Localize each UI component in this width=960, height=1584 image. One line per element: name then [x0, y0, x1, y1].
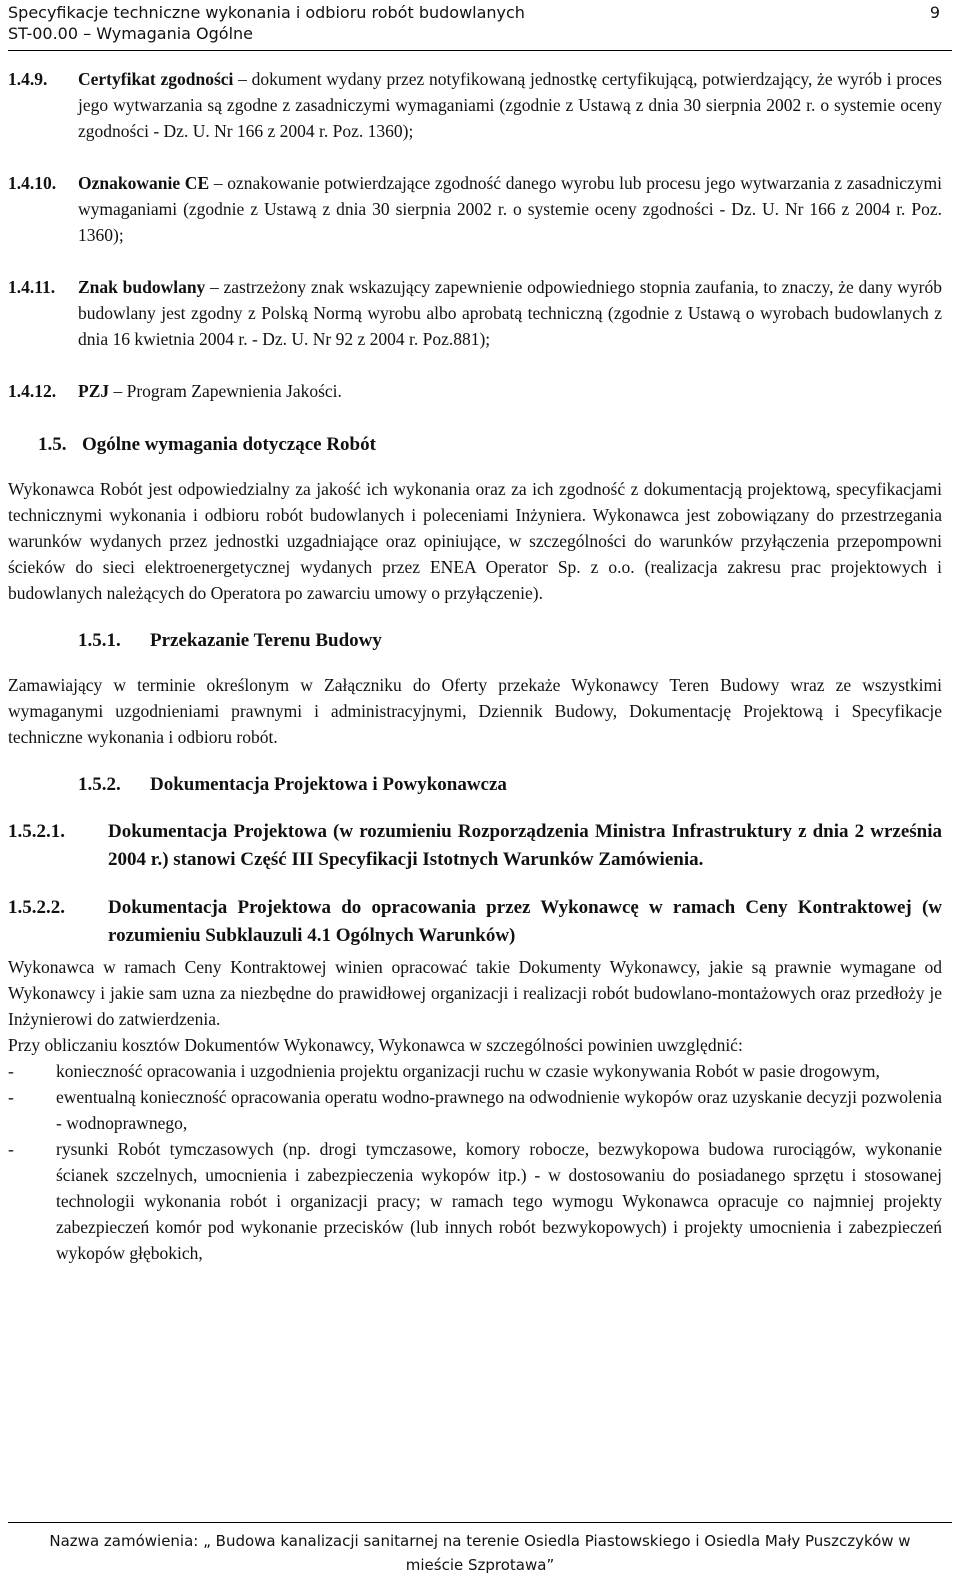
section-number: 1.5.2.1. — [8, 821, 65, 842]
list-item — [8, 1058, 942, 1084]
section-heading-1-5-1 — [8, 628, 942, 654]
section-heading-1-5 — [8, 432, 942, 458]
page-footer — [8, 1522, 952, 1577]
section-number: 1.5.2. — [78, 774, 121, 795]
definition-1-4-9 — [8, 66, 942, 144]
header-subtitle: ST-00.00 – Wymagania Ogólne — [8, 24, 254, 43]
definition-number: 1.4.11. — [8, 277, 56, 297]
definition-number: 1.4.9. — [8, 69, 48, 89]
document-body — [8, 66, 942, 1266]
list-dash: - — [8, 1061, 14, 1081]
section-title: Dokumentacja Projektowa (w rozumieniu Rozporządzenia Ministra Infrastruktury z dnia 2 września 2004 r.) stanowi Część III Specyfikacji Istotnych Warunków Zamówienia. — [108, 821, 942, 870]
definition-term: Oznakowanie CE — [78, 173, 210, 193]
header-rule — [8, 50, 952, 51]
page-header — [8, 2, 952, 44]
section-number: 1.5. — [38, 434, 67, 455]
definition-1-4-10 — [8, 170, 942, 248]
definition-1-4-11 — [8, 274, 942, 352]
section-1-5-2-2-paragraph: Wykonawca w ramach Ceny Kontraktowej winien opracować takie Dokumenty Wykonawcy, jakie są prawnie wymagane od Wykonawcy i jakie sam uzna za niezbędne do prawidłowej organizacji i realizacji robót budowlano-montażowych oraz przedłoży je Inżynierowi do zatwierdzenia. — [8, 957, 942, 1029]
definition-term: Certyfikat zgodności — [78, 69, 234, 89]
list-item — [8, 1084, 942, 1136]
list-item — [8, 1136, 942, 1266]
list-item-text: konieczność opracowania i uzgodnienia projektu organizacji ruchu w czasie wykonywania Robót w pasie drogowym, — [56, 1061, 880, 1081]
section-number: 1.5.1. — [78, 630, 121, 651]
section-1-5-1-paragraph: Zamawiający w terminie określonym w Załączniku do Oferty przekaże Wykonawcy Teren Budowy wraz ze wszystkimi wymaganymi uzgodnieniami prawnymi i administracyjnymi, Dziennik Budowy, Dokumentację Projektową i Specyfikacje techniczne wykonania i odbioru robót. — [8, 675, 942, 747]
section-title: Przekazanie Terenu Budowy — [150, 630, 382, 651]
footer-rule — [8, 1522, 952, 1523]
list-dash: - — [8, 1087, 14, 1107]
page-number: 9 — [929, 3, 940, 22]
header-title: Specyfikacje techniczne wykonania i odbioru robót budowlanych — [8, 3, 525, 22]
definition-number: 1.4.12. — [8, 381, 57, 401]
definition-text: – dokument wydany przez notyfikowaną jednostkę certyfikującą, potwierdzający, że wyrób i proces jego wytwarzania są zgodne z zasadniczymi wymaganiami (zgodnie z Ustawą z dnia 30 sierpnia 2002 r. o systemie oceny zgodności - Dz. U. Nr 166 z 2004 r. Poz. 1360); — [78, 69, 942, 141]
footer-text: Nazwa zamówienia: „ Budowa kanalizacji sanitarnej na terenie Osiedla Piastowskiego i Osiedla Mały Puszczyków w mieście Szprotawa” — [49, 1532, 911, 1574]
definition-term: Znak budowlany — [78, 277, 206, 297]
section-heading-1-5-2 — [8, 772, 942, 798]
section-number: 1.5.2.2. — [8, 897, 65, 918]
section-1-5-2-2-paragraph-2: Przy obliczaniu kosztów Dokumentów Wykonawcy, Wykonawca w szczególności powinien uwzględnić: — [8, 1035, 743, 1055]
section-title: Dokumentacja Projektowa do opracowania przez Wykonawcę w ramach Ceny Kontraktowej (w rozumieniu Subklauzuli 4.1 Ogólnych Warunków) — [108, 897, 942, 946]
section-title: Dokumentacja Projektowa i Powykonawcza — [150, 774, 507, 795]
list-dash: - — [8, 1139, 14, 1159]
definition-text: – Program Zapewnienia Jakości. — [109, 381, 342, 401]
definition-number: 1.4.10. — [8, 173, 57, 193]
definition-text: – oznakowanie potwierdzające zgodność danego wyrobu lub procesu jego wytwarzania z zasadniczymi wymaganiami (zgodnie z Ustawą z dnia 30 sierpnia 2002 r. o systemie oceny zgodności - Dz. U. Nr 166 z 2004 r. Poz. 1360); — [78, 173, 943, 245]
list-item-text: ewentualną konieczność opracowania operatu wodno-prawnego na odwodnienie wykopów oraz uzyskanie decyzji pozwolenia - wodnoprawnego, — [56, 1087, 942, 1133]
section-1-5-paragraph: Wykonawca Robót jest odpowiedzialny za jakość ich wykonania oraz za ich zgodność z dokumentacją projektową, specyfikacjami technicznymi wykonania i odbioru robót budowlanych i poleceniami Inżyniera. Wykonawca jest zobowiązany do przestrzegania warunków wydanych przez jednostki uzgadniające oraz opiniujące, w szczególności do warunków przyłączenia przepompowni ścieków do sieci elektroenergetycznej wydanych przez ENEA Operator Sp. z o.o. (realizacja zakresu prac projektowych i budowlanych należących do Operatora po zawarciu umowy o przyłączenie). — [8, 479, 942, 603]
section-heading-1-5-2-1 — [8, 818, 942, 874]
list-item-text: rysunki Robót tymczasowych (np. drogi tymczasowe, komory robocze, bezwykopowa budowa rurociągów, wykonanie ścianek szczelnych, umocnienia i zabezpieczenia wykopów itp.) - w dostosowaniu do posiadanego sprzętu i stosowanej technologii wykonania robót i organizacji pracy; w ramach tego wymogu Wykonawca opracuje co najmniej projekty zabezpieczeń komór pod wykonanie przecisków (lub innych robót bezwykopowych) i projekty umocnienia i zabezpieczeń wykopów głębokich, — [56, 1139, 942, 1263]
definition-term: PZJ — [78, 381, 110, 401]
definition-text: – zastrzeżony znak wskazujący zapewnienie odpowiedniego stopnia zaufania, to znaczy, że dany wyrób budowlany jest zgodny z Polską Normą wyrobu albo aprobatą techniczną (zgodnie z Ustawą o wyrobach budowlanych z dnia 16 kwietnia 2004 r. - Dz. U. Nr 92 z 2004 r. Poz.881); — [78, 277, 942, 349]
definition-1-4-12 — [8, 378, 942, 404]
section-heading-1-5-2-2 — [8, 894, 942, 950]
section-title: Ogólne wymagania dotyczące Robót — [82, 434, 376, 455]
